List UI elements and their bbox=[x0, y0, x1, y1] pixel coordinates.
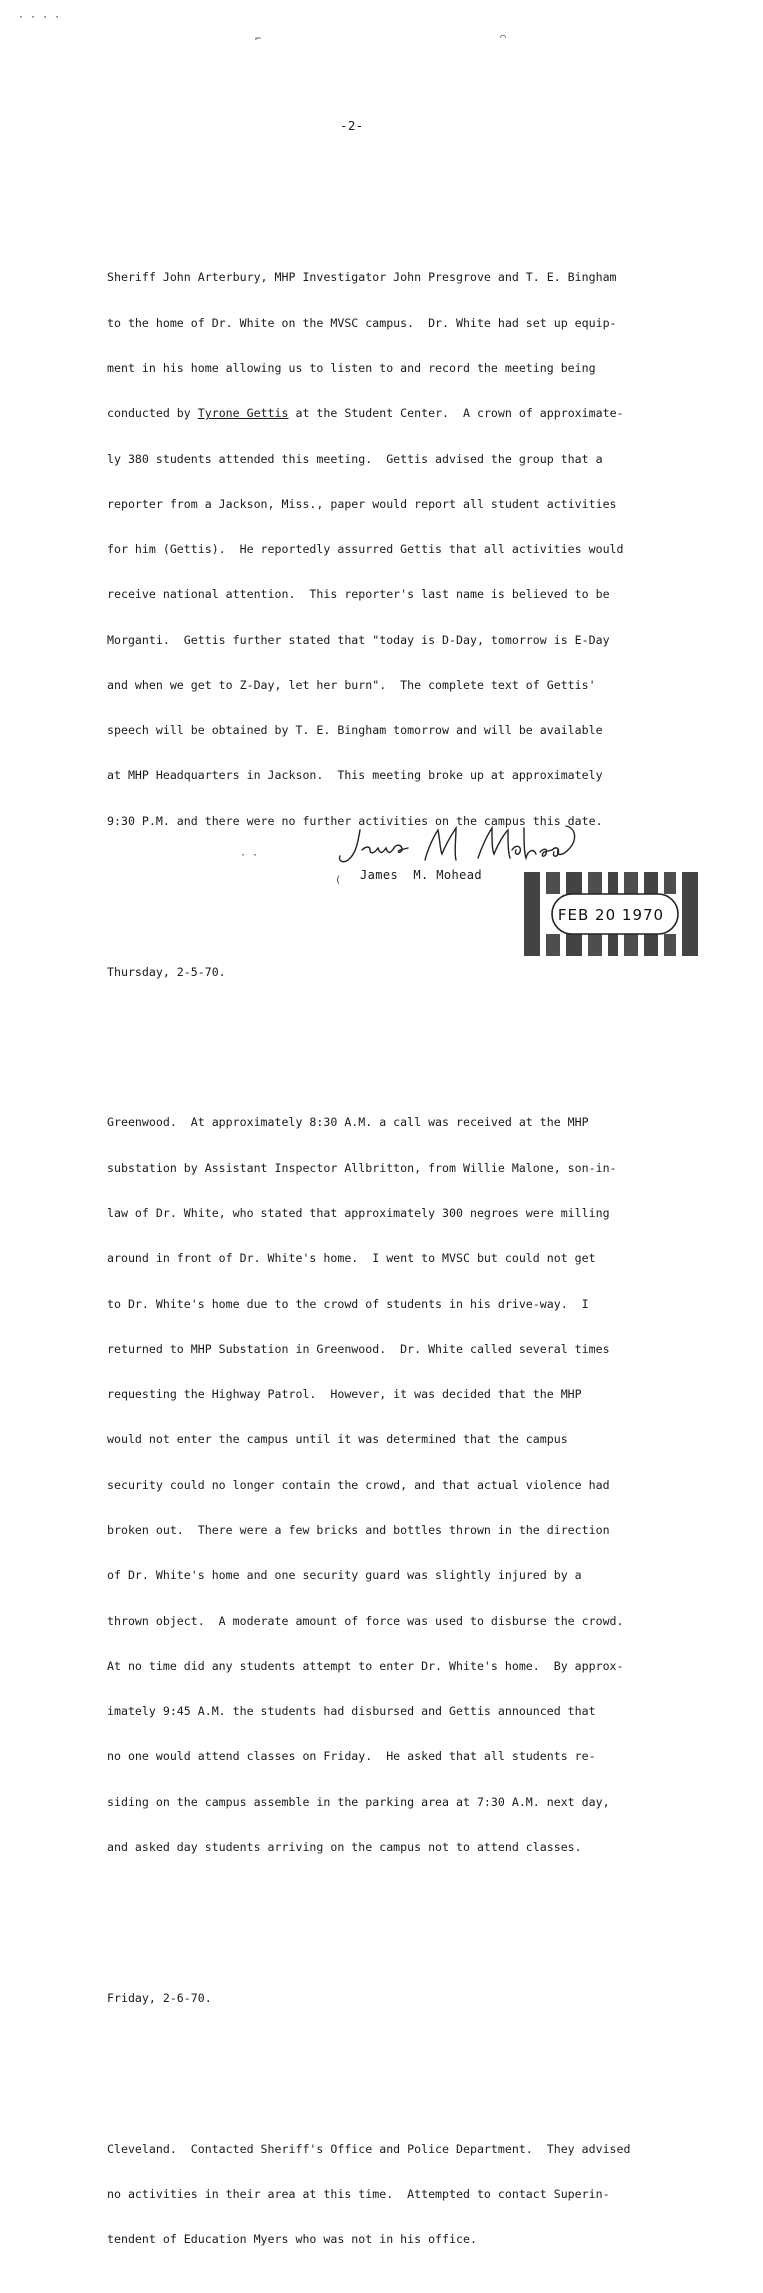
text-line: of Dr. White's home and one security guard was slightly injured by a bbox=[107, 1568, 582, 1583]
text-line: to the home of Dr. White on the MVSC campus. Dr. White had set up equip- bbox=[107, 315, 617, 330]
text-line: around in front of Dr. White's home. I went to MVSC but could not get bbox=[107, 1251, 596, 1266]
text-line: returned to MHP Substation in Greenwood. Dr. White called several times bbox=[107, 1341, 610, 1356]
text-line: and asked day students arriving on the campus not to attend classes. bbox=[107, 1839, 582, 1854]
text-line: substation by Assistant Inspector Allbritton, from Willie Malone, son-in- bbox=[107, 1160, 617, 1175]
text-line: thrown object. A moderate amount of force was used to disburse the crowd. bbox=[107, 1613, 624, 1628]
text-line: ly 380 students attended this meeting. Gettis advised the group that a bbox=[107, 451, 603, 466]
text-line: at MHP Headquarters in Jackson. This meeting broke up at approximately bbox=[107, 768, 603, 783]
text-line: Greenwood. At approximately 8:30 A.M. a call was received at the MHP bbox=[107, 1115, 589, 1130]
handwritten-signature bbox=[330, 820, 580, 870]
text-line: security could no longer contain the crowd, and that actual violence had bbox=[107, 1477, 610, 1492]
received-stamp bbox=[522, 868, 700, 960]
page-number: -2- bbox=[340, 118, 364, 133]
text-line: ment in his home allowing us to listen to and record the meeting being bbox=[107, 360, 596, 375]
text-line: reporter from a Jackson, Miss., paper would report all student activities bbox=[107, 496, 617, 511]
text-line: for him (Gettis). He reportedly assurred Gettis that all activities would bbox=[107, 542, 624, 557]
stamp-date: FEB 20 1970 bbox=[557, 906, 665, 924]
underlined-name: Tyrone Gettis bbox=[197, 406, 289, 421]
typed-signer-name: James M. Mohead bbox=[360, 868, 482, 882]
text-line: 9:30 P.M. and there were no further activities on the campus this date. bbox=[107, 813, 603, 828]
text-line: Sheriff John Arterbury, MHP Investigator John Presgrove and T. E. Bingham bbox=[107, 270, 617, 285]
text-line: requesting the Highway Patrol. However, it was decided that the MHP bbox=[107, 1387, 582, 1402]
letter-body bbox=[107, 210, 687, 2293]
text-line: Morganti. Gettis further stated that "today is D-Day, tomorrow is E-Day bbox=[107, 632, 610, 647]
text-line: receive national attention. This reporter's last name is believed to be bbox=[107, 587, 610, 602]
text-line: no one would attend classes on Friday. He asked that all students re- bbox=[107, 1749, 596, 1764]
text-line: Thursday, 2-5-70. bbox=[107, 964, 226, 979]
text-line: to Dr. White's home due to the crowd of students in his drive-way. I bbox=[107, 1296, 589, 1311]
text-line: At no time did any students attempt to enter Dr. White's home. By approx- bbox=[107, 1658, 624, 1673]
text-line: tendent of Education Myers who was not in his office. bbox=[107, 2232, 477, 2247]
text-line: would not enter the campus until it was determined that the campus bbox=[107, 1432, 568, 1447]
text-line: and when we get to Z-Day, let her burn". The complete text of Gettis' bbox=[107, 677, 596, 692]
text-line: law of Dr. White, who stated that approximately 300 negroes were milling bbox=[107, 1206, 610, 1220]
text-line: Cleveland. Contacted Sheriff's Office and Police Department. They advised bbox=[107, 2141, 631, 2156]
date-heading-friday bbox=[107, 1961, 687, 2036]
text-line: speech will be obtained by T. E. Bingham tomorrow and will be available bbox=[107, 723, 603, 738]
text-line: siding on the campus assemble in the parking area at 7:30 A.M. next day, bbox=[107, 1794, 610, 1809]
paragraph-greenwood bbox=[107, 1085, 687, 1885]
text-line: broken out. There were a few bricks and bottles thrown in the direction bbox=[107, 1522, 610, 1537]
text-line-with-underline: conducted by Tyrone Gettis at the Student Center. A crown of approximate- bbox=[107, 406, 624, 421]
paragraph-cleveland bbox=[107, 2111, 687, 2277]
paragraph-1 bbox=[107, 240, 687, 859]
text-line: Friday, 2-6-70. bbox=[107, 1990, 212, 2005]
text-line: no activities in their area at this time. Attempted to contact Superin- bbox=[107, 2186, 610, 2201]
text-line: imately 9:45 A.M. the students had disbursed and Gettis announced that bbox=[107, 1704, 596, 1719]
